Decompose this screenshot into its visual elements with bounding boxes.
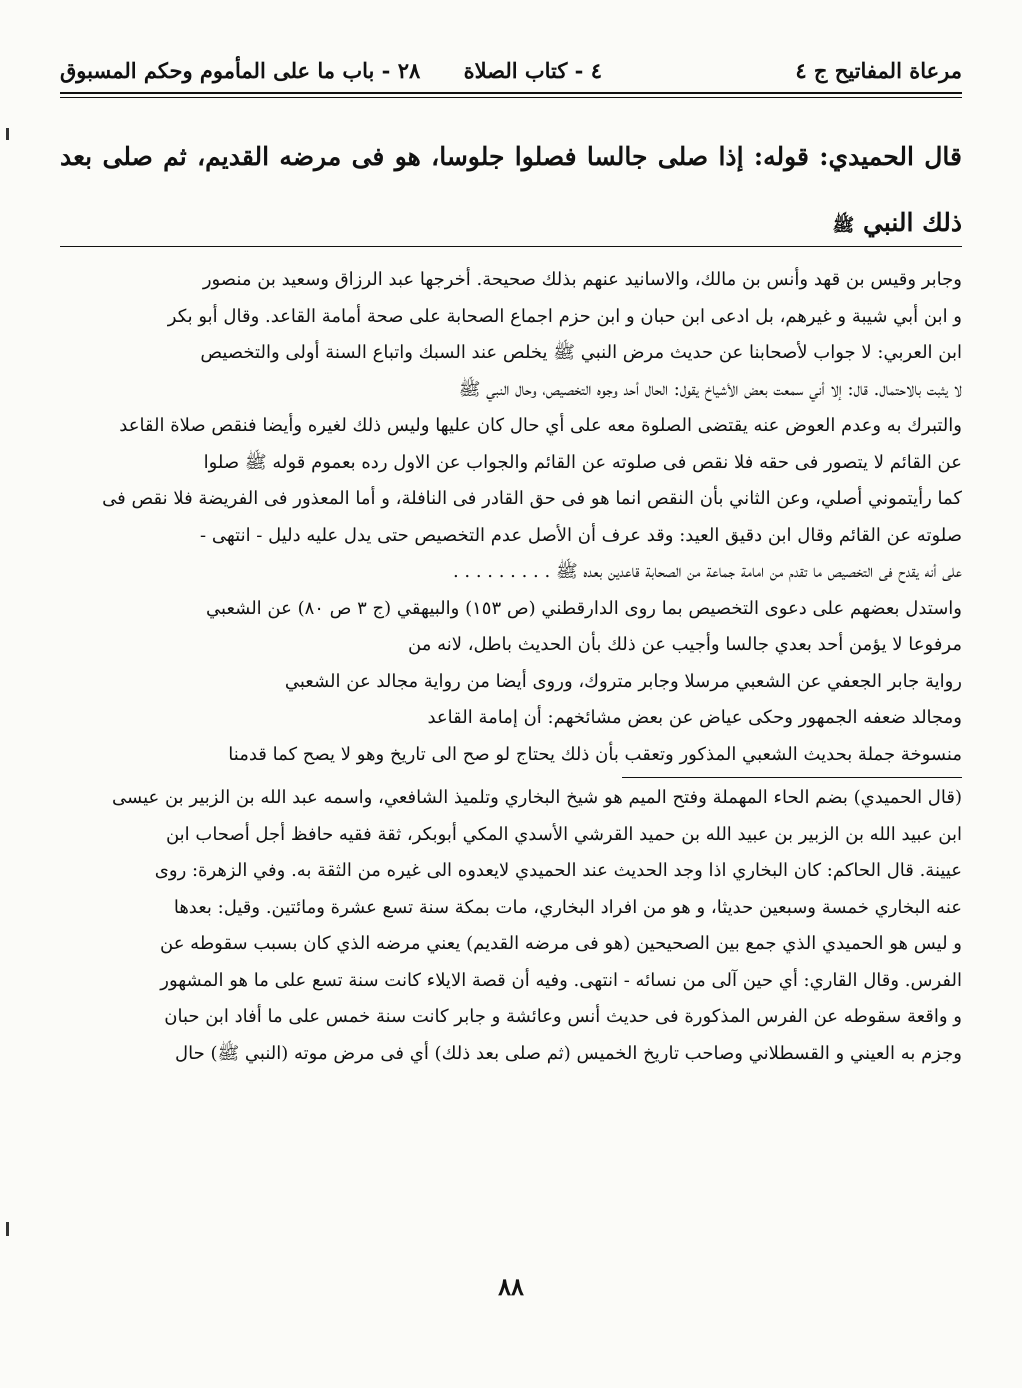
salutation-glyph: ﷺ bbox=[832, 215, 855, 236]
header-chapter: ٢٨ - باب ما على المأموم وحكم المسبوق bbox=[60, 58, 421, 83]
scan-mark bbox=[6, 1222, 9, 1236]
text-line: منسوخة جملة بحديث الشعبي المذكور وتعقب بأن ذلك يحتاج لو صح الى تاريخ وهو لا يصح كما قدمنا bbox=[228, 743, 962, 765]
scan-mark bbox=[6, 128, 9, 140]
footnote-line: ابن عبيد الله بن الزبير بن عبيد الله بن حميد القرشي الأسدي المكي أبوبكر، ثقة فقيه حافظ أجل أصحاب ابن bbox=[165, 823, 962, 845]
header-book-title: مرعاة المفاتيح ج ٤ bbox=[795, 58, 962, 83]
footnote-line: (قال الحميدي) بضم الحاء المهملة وفتح الميم هو شيخ البخاري وتلميذ الشافعي، واسمه عبد الله بن الزبير بن عيسى bbox=[112, 787, 962, 808]
text-line: كما رأيتموني أصلي، وعن الثاني بأن النقص انما هو فى حق القادر فى النافلة، و أما المعذور فى الفريضة فلا نقص فى bbox=[102, 488, 962, 509]
text-line: مرفوعا لا يؤمن أحد بعدي جالسا وأجيب عن ذلك بأن الحديث باطل، لانه من bbox=[408, 634, 962, 655]
text-line: لا يثبت بالاحتمال. قال: إلا أني سمعت بعض الأشياخ يقول: الحال أحد وجوه التخصيص، وحال النبي ﷺ bbox=[458, 378, 962, 400]
hadith-heading bbox=[60, 124, 962, 259]
header-section: ٤ - كتاب الصلاة bbox=[463, 58, 602, 83]
footnote-line: الفرس. وقال القاري: أي حين آلى من نسائه - انتهى. وفيه أن قصة الايلاء كانت سنة تسع على ما هو المشهور bbox=[160, 969, 962, 991]
text-line: وجابر وقيس بن قهد وأنس بن مالك، والاسانيد عنهم بذلك صحيحة. أخرجها عبد الرزاق وسعيد بن منصور bbox=[202, 269, 962, 290]
running-header bbox=[60, 52, 962, 92]
header-rule-bottom bbox=[60, 97, 962, 98]
text-line: عن القائم لا يتصور فى حقه فلا نقص فى صلوته عن القائم والجواب عن الاول رده بعموم قوله ﷺ صلوا bbox=[203, 451, 962, 473]
header-rule-top bbox=[60, 92, 962, 94]
commentary-text bbox=[60, 262, 962, 1072]
page-number: ٨٨ bbox=[498, 1272, 524, 1301]
text-line: و ابن أبي شيبة و غيرهم، بل ادعى ابن حبان و ابن حزم اجماع الصحابة على صحة أمامة القاعد. وقال أبو بكر bbox=[167, 305, 962, 327]
text-line: صلوته عن القائم وقال ابن دقيق العيد: وقد عرف أن الأصل عدم التخصيص حتى يدل عليه دليل - انتهى - bbox=[200, 524, 962, 546]
heading-divider bbox=[60, 246, 962, 247]
hadith-heading-text: قال الحميدي: قوله: إذا صلى جالسا فصلوا جلوسا، هو فى مرضه القديم، ثم صلى بعد ذلك النبي bbox=[60, 142, 962, 237]
footnote-line: عيينة. قال الحاكم: كان البخاري اذا وجد الحديث عند الحميدي لايعدوه الى غيره من الثقة به. وفي الزهرة: روى bbox=[154, 860, 962, 881]
text-line: رواية جابر الجعفي عن الشعبي مرسلا وجابر متروك، وروى أيضا من رواية مجالد عن الشعبي bbox=[284, 670, 962, 692]
text-line: واستدل بعضهم على دعوى التخصيص بما روى الدارقطني (ص ١٥٣) والبيهقي (ج ٣ ص ٨٠) عن الشعبي bbox=[206, 597, 962, 619]
footnote-separator bbox=[622, 777, 962, 778]
text-line: والتبرك به وعدم العوض عنه يقتضى الصلوة معه على أي حال كان عليها وليس ذلك لغيره وأيضا فنقص صلاة القاعد bbox=[119, 415, 962, 436]
text-line: على أنه يقدح فى التخصيص ما تقدم من امامة جماعة من الصحابة قاعدين بعده ﷺ . . . . . . . . . bbox=[452, 561, 962, 582]
footnote-line: و واقعة سقوطه عن الفرس المذكورة فى حديث أنس وعائشة و جابر كانت سنة خمس على ما أفاد ابن حبان bbox=[164, 1006, 962, 1027]
text-line: ومجالد ضعفه الجمهور وحكى عياض عن بعض مشائخهم: أن إمامة القاعد bbox=[427, 707, 962, 728]
footnote-line: وجزم به العيني و القسطلاني وصاحب تاريخ الخميس (ثم صلى بعد ذلك) أي فى مرض موته (النبي ﷺ) حال bbox=[175, 1042, 962, 1064]
footnote-line: عنه البخاري خمسة وسبعين حديثا، و هو من افراد البخاري، مات بمكة سنة تسع عشرة ومائتين. وقيل: بعدها bbox=[173, 896, 962, 918]
text-line: ابن العربي: لا جواب لأصحابنا عن حديث مرض النبي ﷺ يخلص عند السبك واتباع السنة أولى والتخصيص bbox=[200, 342, 962, 363]
footnote-line: و ليس هو الحميدي الذي جمع بين الصحيحين (هو فى مرضه القديم) يعني مرضه الذي كان بسبب سقوطه عن bbox=[160, 933, 962, 954]
